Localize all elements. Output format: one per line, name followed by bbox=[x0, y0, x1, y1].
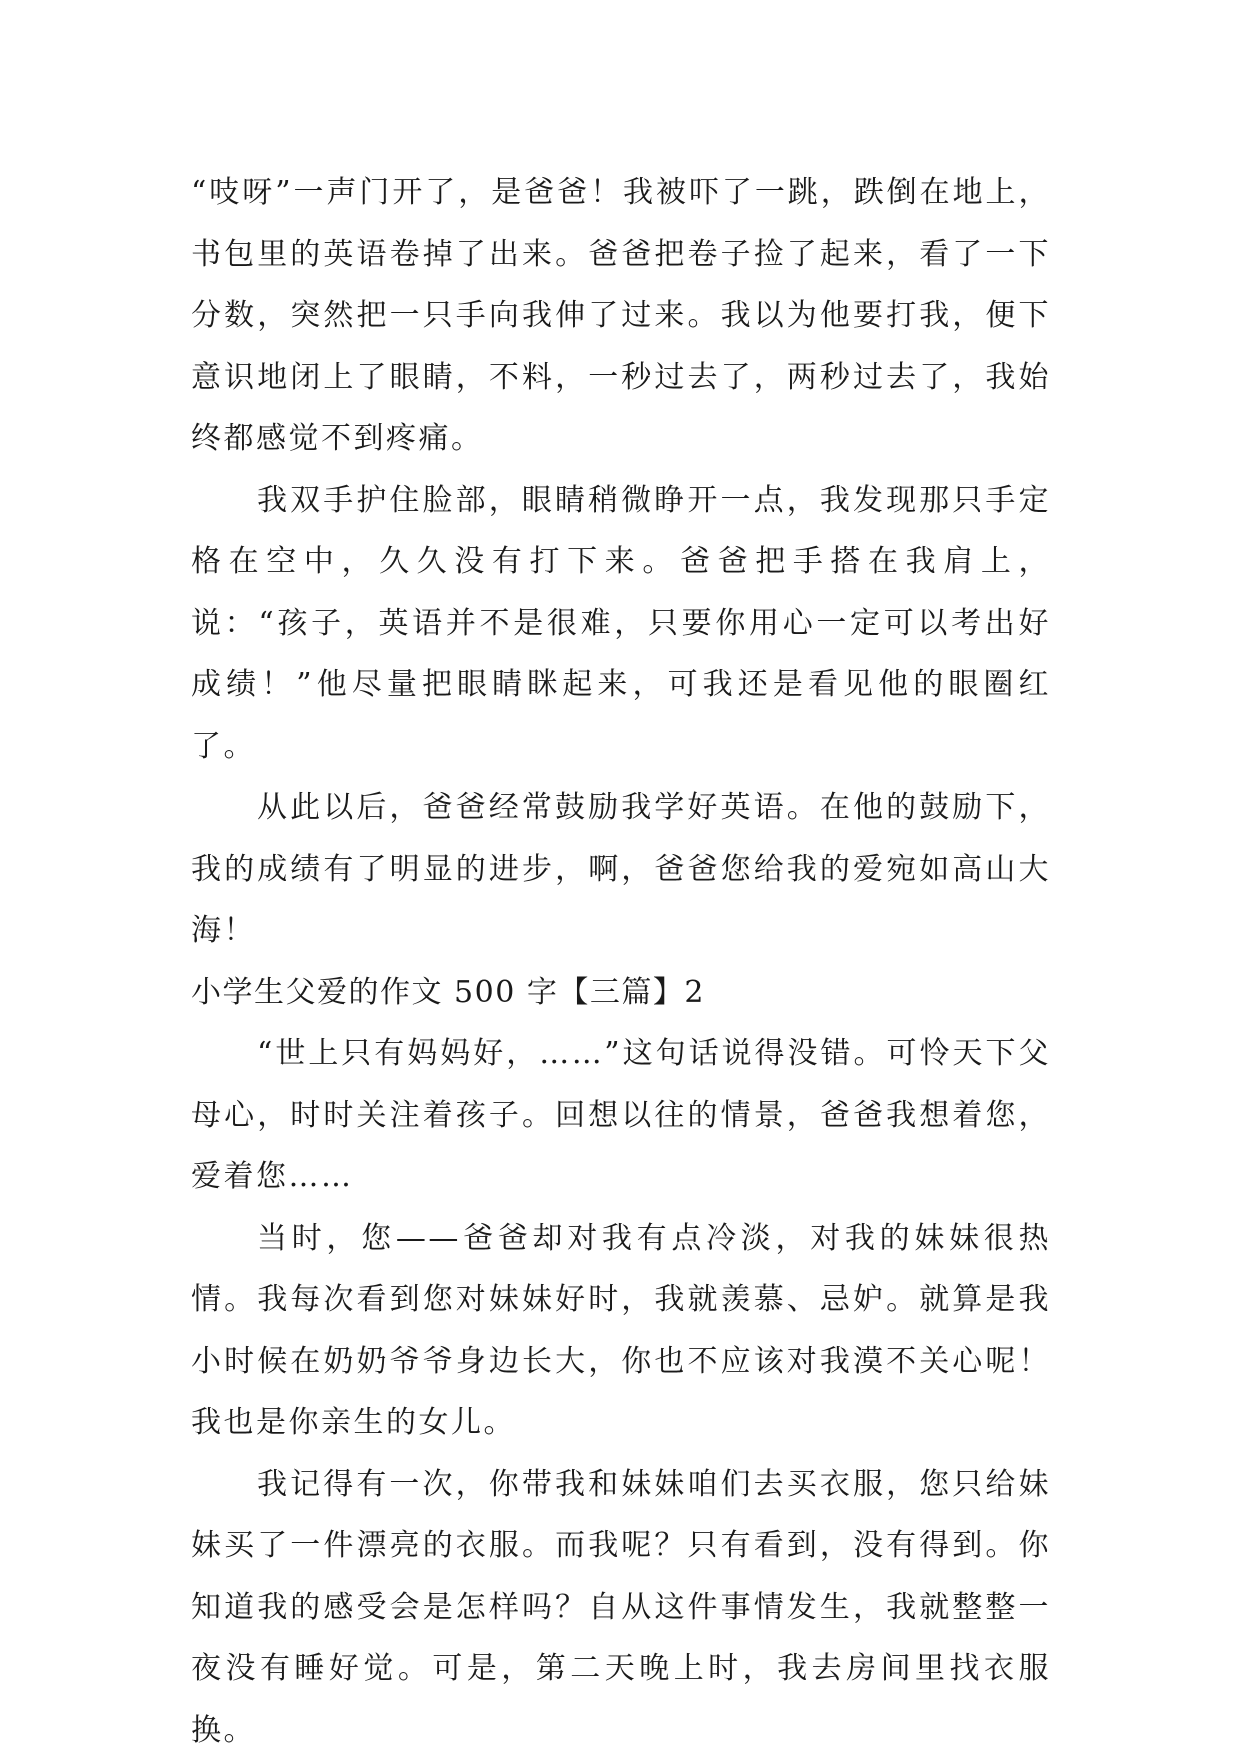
document-body bbox=[191, 162, 1051, 1761]
paragraph: “吱呀”一声门开了，是爸爸！我被吓了一跳，跌倒在地上，书包里的英语卷掉了出来。爸爸把卷子捡了起来，看了一下分数，突然把一只手向我伸了过来。我以为他要打我，便下意识地闭上了眼睛，不料，一秒过去了，两秒过去了，我始终都感觉不到疼痛。 bbox=[191, 162, 1051, 470]
paragraph: “世上只有妈妈好，……”这句话说得没错。可怜天下父母心，时时关注着孩子。回想以往的情景，爸爸我想着您，爱着您…… bbox=[191, 1023, 1051, 1208]
paragraph: 从此以后，爸爸经常鼓励我学好英语。在他的鼓励下，我的成绩有了明显的进步，啊，爸爸您给我的爱宛如高山大海！ bbox=[191, 777, 1051, 962]
section-title: 小学生父爱的作文 500 字【三篇】2 bbox=[191, 962, 1051, 1024]
paragraph: 我记得有一次，你带我和妹妹咱们去买衣服，您只给妹妹买了一件漂亮的衣服。而我呢？只有看到，没有得到。你知道我的感受会是怎样吗？自从这件事情发生，我就整整一夜没有睡好觉。可是，第二天晚上时，我去房间里找衣服换。 bbox=[191, 1454, 1051, 1761]
paragraph: 当时，您——爸爸却对我有点冷淡，对我的妹妹很热情。我每次看到您对妹妹好时，我就羡慕、忌妒。就算是我小时候在奶奶爷爷身边长大，你也不应该对我漠不关心呢！我也是你亲生的女儿。 bbox=[191, 1208, 1051, 1454]
paragraph: 我双手护住脸部，眼睛稍微睁开一点，我发现那只手定格在空中，久久没有打下来。爸爸把手搭在我肩上，说：“孩子，英语并不是很难，只要你用心一定可以考出好成绩！”他尽量把眼睛眯起来，可我还是看见他的眼圈红了。 bbox=[191, 470, 1051, 778]
